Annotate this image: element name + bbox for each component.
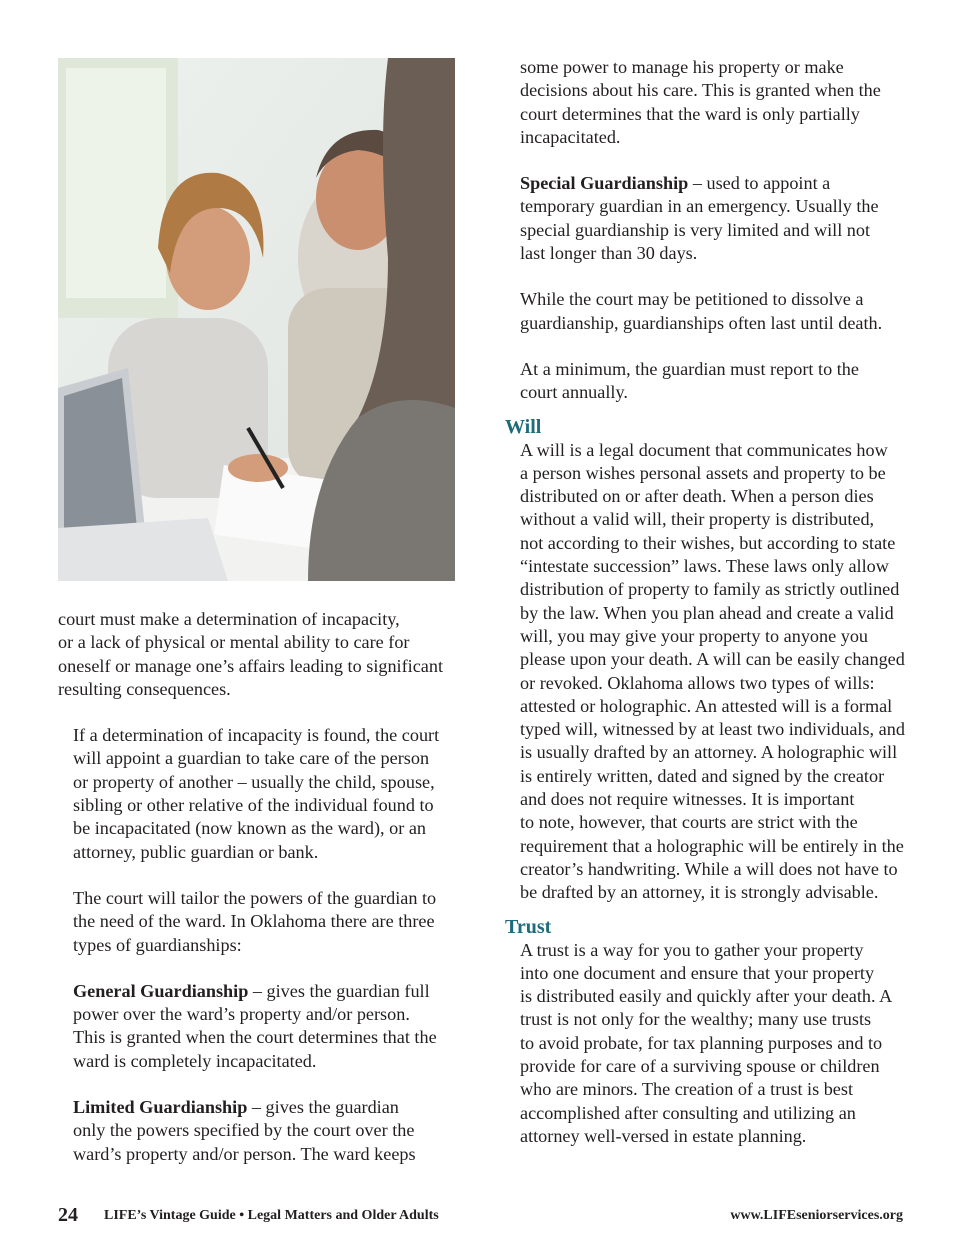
general-guardianship-item: General Guardianship – gives the guardian full power over the ward’s property and/or person. This is granted when the court determines that the ward is completely incapacitated. (73, 980, 437, 1071)
general-guardianship-term: General Guardianship (73, 980, 249, 1001)
special-guardianship-term: Special Guardianship (520, 173, 689, 194)
right-column (505, 56, 905, 1148)
website-link[interactable]: www.LIFEseniorservices.org (730, 1208, 903, 1223)
paragraph-guardianship-types: The court will tailor the powers of the guardian to the need of the ward. In Oklahoma there are three types of guardianships: (73, 887, 437, 955)
guide-title: LIFE’s Vintage Guide • Legal Matters and Older Adults (104, 1208, 439, 1223)
paragraph-incapacity: court must make a determination of incapacity, or a lack of physical or mental ability to care for oneself or manage one’s affairs leading to significant resulting consequences. (58, 609, 444, 699)
couple-signing-document-photo (58, 58, 455, 581)
special-guardianship-item: Special Guardianship – used to appoint a temporary guardian in an emergency. Usually the special guardianship is very limited and will not last longer than 30 days. (520, 173, 879, 264)
paragraph-will: A will is a legal document that communicates how a person wishes personal assets and property to be distributed on or after death. When a person dies without a valid will, their property is distributed, not according to their wishes, but according to state “intestate succession” laws. These laws only allow distribution of property to family as strictly outlined by the law. When you plan ahead and create a valid will, you may give your property to anyone you please upon your death. A will can be easily changed or revoked. Oklahoma allows two types of wills: attested or holographic. An attested will is a formal typed will, witnessed by at least two individuals, and is usually drafted by an attorney. A holographic will is entirely written, dated and signed by the creator and does not require witnesses. It is important to note, however, that courts are strict with the requirement that a holographic will be entirely in the creator’s handwriting. While a will does not have to be drafted by an attorney, it is strongly advisable. (520, 439, 905, 903)
limited-guardianship-item: Limited Guardianship – gives the guardian only the powers specified by the court over the ward’s property and/or person. The ward keeps (73, 1097, 416, 1164)
trust-heading: Trust (505, 915, 552, 938)
limited-guardianship-term: Limited Guardianship (73, 1097, 248, 1118)
page-footer (58, 1204, 903, 1228)
paragraph-dissolve: While the court may be petitioned to dissolve a guardianship, guardianships often last until death. (520, 289, 883, 333)
paragraph-annual-report: At a minimum, the guardian must report to the court annually. (520, 358, 859, 403)
page-number: 24 (58, 1204, 78, 1226)
limited-guardianship-continued: some power to manage his property or make decisions about his care. This is granted when the court determines that the ward is only partially incapacitated. (520, 57, 881, 147)
paragraph-appoint-guardian: If a determination of incapacity is found, the court will appoint a guardian to take care of the person or property of another – usually the child, spouse, sibling or other relative of the individual found to be incapacitated (now known as the ward), or an attorney, public guardian or bank. (73, 725, 440, 862)
paragraph-trust: A trust is a way for you to gather your property into one document and ensure that your property is distributed easily and quickly after your death. A trust is not only for the wealthy; many use trusts to avoid probate, for tax planning purposes and to provide for care of a surviving spouse or children who are minors. The creation of a trust is best accomplished after consulting and utilizing an attorney well-versed in estate planning. (520, 939, 893, 1146)
will-heading: Will (505, 415, 542, 438)
left-column (58, 608, 458, 1166)
